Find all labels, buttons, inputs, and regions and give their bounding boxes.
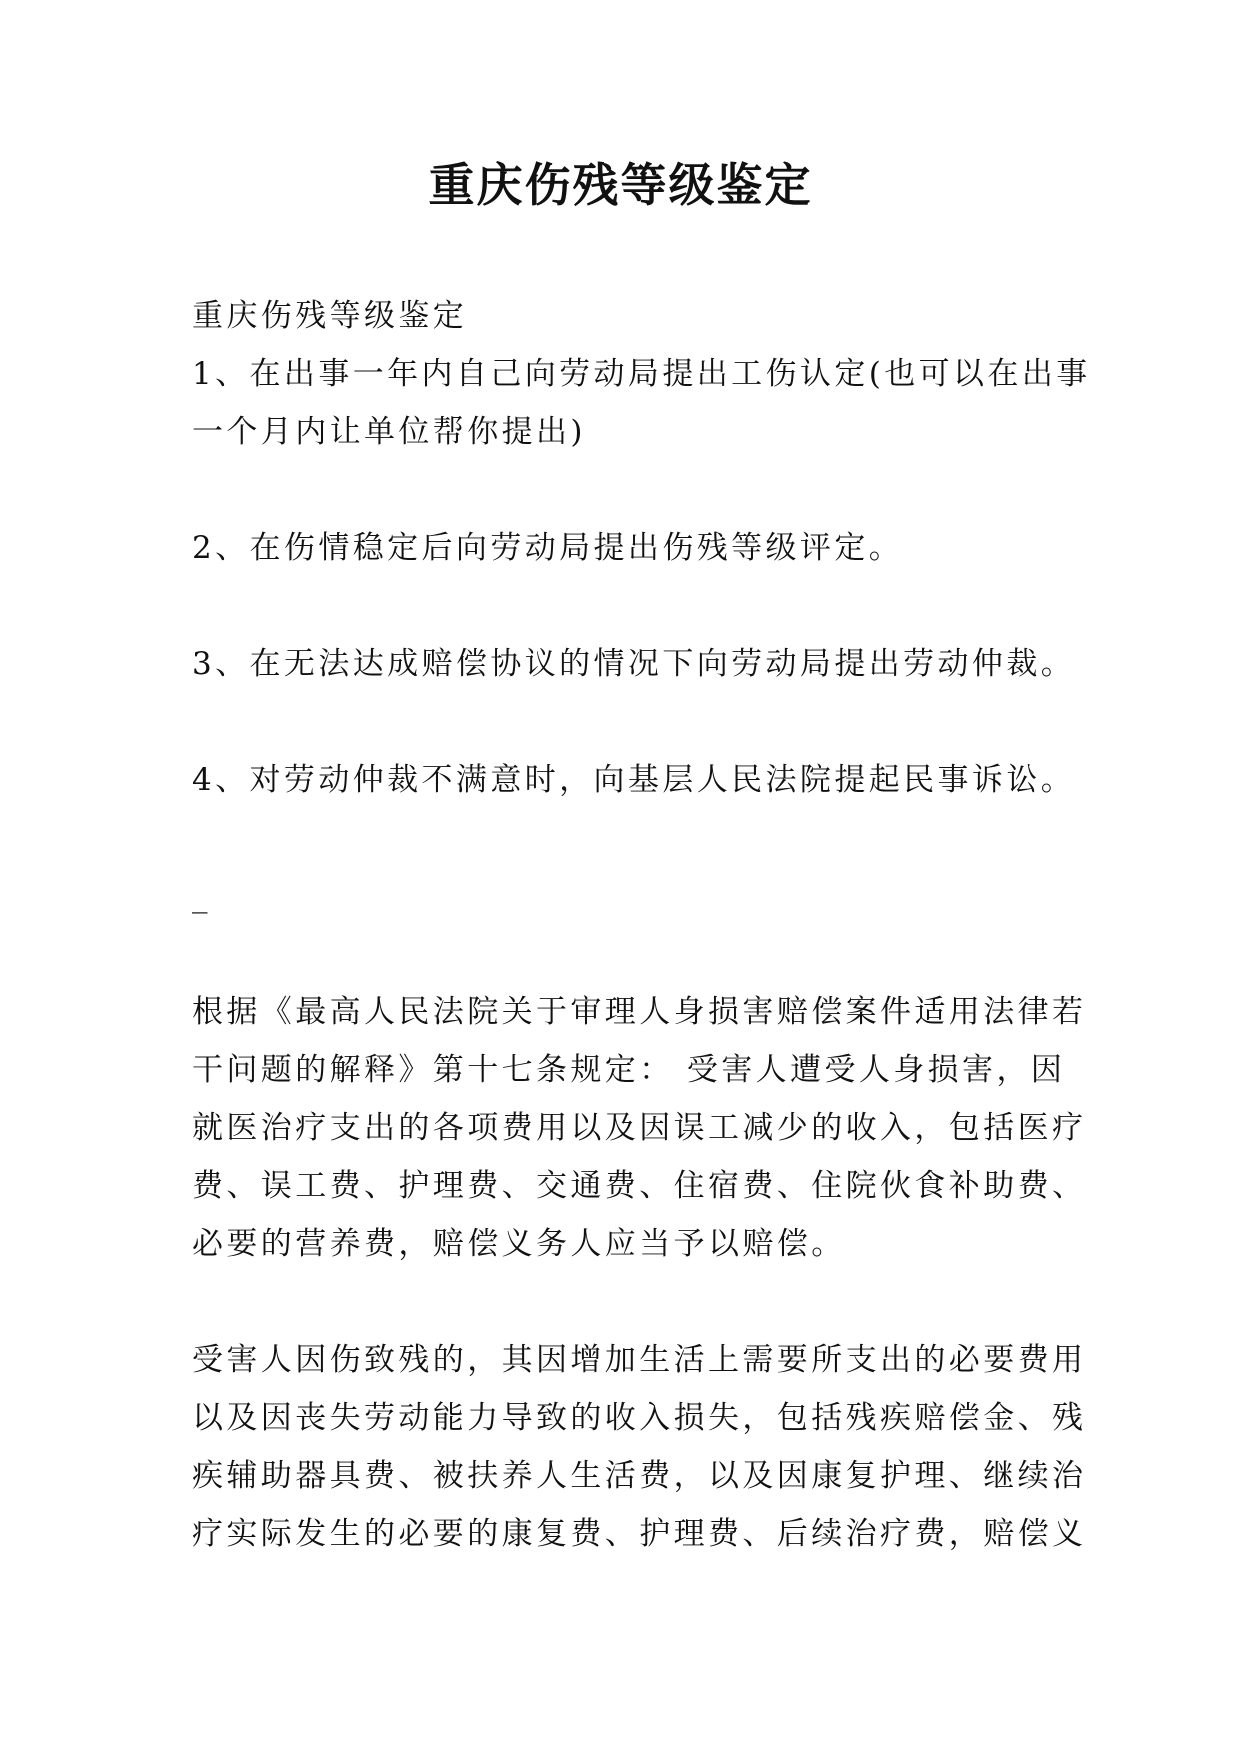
paragraph-1-line: 干问题的解释》第十七条规定： 受害人遭受人身损害，因 (192, 1052, 1066, 1088)
blank-line (192, 577, 1072, 635)
blank-line (192, 693, 1072, 751)
section-heading: 重庆伤残等级鉴定 (192, 298, 468, 334)
step-1-line-1: 1、在出事一年内自己向劳动局提出工伤认定(也可以在出事 (192, 356, 1091, 392)
step-3: 3、在无法达成赔偿协议的情况下向劳动局提出劳动仲裁。 (192, 646, 1076, 682)
step-1-line-2: 一个月内让单位帮你提出) (192, 414, 586, 450)
paragraph-2-line: 疗实际发生的必要的康复费、护理费、后续治疗费，赔偿义 (192, 1516, 1087, 1552)
paragraph-1-line: 根据《最高人民法院关于审理人身损害赔偿案件适用法律若 (192, 994, 1087, 1030)
blank-line (192, 461, 1072, 519)
paragraph-2-line: 受害人因伤致残的，其因增加生活上需要所支出的必要费用 (192, 1342, 1087, 1378)
blank-line (192, 809, 1072, 867)
blank-line (192, 925, 1072, 983)
blank-line (192, 1273, 1072, 1331)
separator-mark: _ (192, 878, 211, 914)
paragraph-2-line: 以及因丧失劳动能力导致的收入损失，包括残疾赔偿金、残 (192, 1400, 1087, 1436)
paragraph-1-line: 费、误工费、护理费、交通费、住宿费、住院伙食补助费、 (192, 1168, 1087, 1204)
paragraph-1-line: 必要的营养费，赔偿义务人应当予以赔偿。 (192, 1226, 846, 1262)
paragraph-2-line: 疾辅助器具费、被扶养人生活费，以及因康复护理、继续治 (192, 1458, 1087, 1494)
step-2: 2、在伤情稳定后向劳动局提出伤残等级评定。 (192, 530, 904, 566)
step-4: 4、对劳动仲裁不满意时，向基层人民法院提起民事诉讼。 (192, 762, 1076, 798)
paragraph-1-line: 就医治疗支出的各项费用以及因误工减少的收入，包括医疗 (192, 1110, 1087, 1146)
document-body (192, 287, 1091, 1563)
document-title: 重庆伤残等级鉴定 (428, 158, 813, 212)
